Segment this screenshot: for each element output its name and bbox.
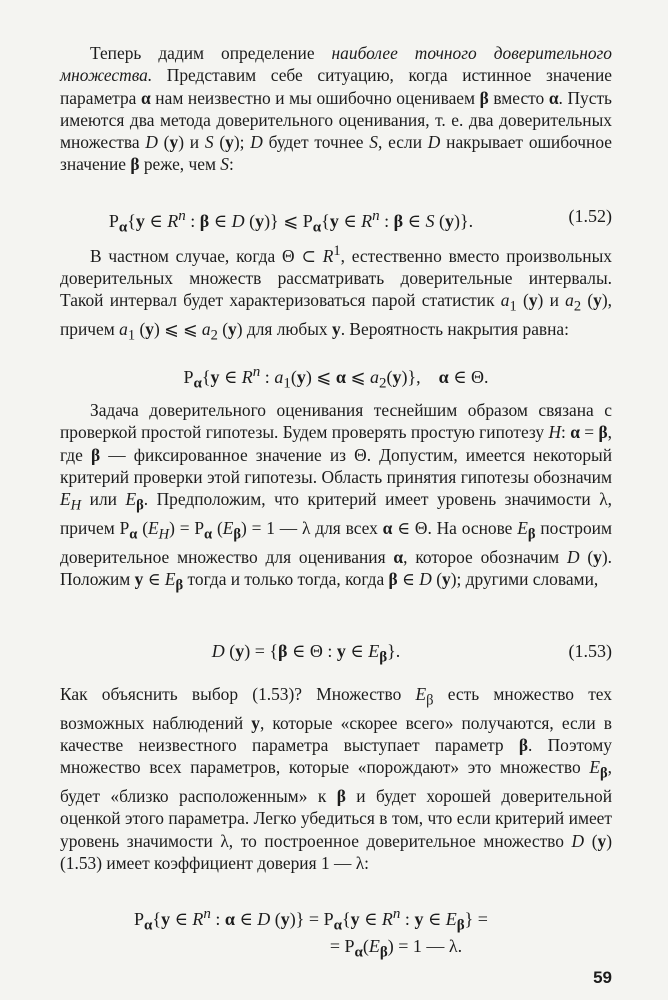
equation-number-1-53: (1.53) — [568, 641, 612, 661]
paragraph-2: В частном случае, когда Θ ⊂ $R^1$, естественно вместо произвольных доверительных множеств рассматривать доверительные интервалы. Такой интервал будет характеризоваться парой статистик $a_1$ (y) и $a_2$ (y), причем $a_1$ (y) ⩽ ⩽ $a_2$ (y) для любых y. Вероятность накрытия равна: — [60, 243, 613, 344]
paragraph-1: Теперь дадим определение наиболее точного доверительного множества. Представим себе ситуацию, когда истинное значение параметра α нам неизвестно и мы ошибочно оцениваем β вместо α. Пусть имеются два метода доверительного оценивания, т. е. два доверительных множества D (y) и S (y); D будет точнее S, если D накрывает ошибочное значение β реже, чем S: — [60, 43, 612, 175]
paragraph-4: Как объяснить выбор (1.53)? Множество $E_\beta$ есть множество тех возможных наблюдений y, которые «скорее всего» получаются, если в качестве неизвестного параметра выступает параметр β. Поэтому множество всех параметров, которые «порождают» это множество $E_\beta$, будет «близко расположенным» к β и будет хорошей доверительной оценкой этого параметра. Легко убедиться в том, что если критерий имеет уровень значимости λ, то построенное доверительное множество D (y) (1.53) имеет коэффициент доверия 1 — λ: — [60, 684, 612, 874]
book-page: Теперь дадим определение наиболее точного доверительного множества. Представим себе ситуацию, когда истинное значение параметра α нам неизвестно и мы ошибочно оцениваем β вместо α. Пусть имеются два метода доверительного оценивания, т. е. два доверительных множества D (y) и S (y); D будет точнее S, если D накрывает ошибочное значение β реже, чем S: $P_\alpha\{y$ ∈ $R^n$ : β ∈ D (y)} ⩽ $P_\alpha\{y$ ∈ $R^n$ : β ∈ S (y)}. (1.52) В частном случае, когда Θ ⊂ $R^1$, естественно вместо произвольных доверительных множеств рассматривать доверительные интервалы. Такой интервал будет характеризоваться парой статистик $a_1$ (y) и $a_2$ (y), причем $a_1$ (y) ⩽ ⩽ $a_2$ (y) для любых y. Вероятность накрытия равна: $P_\alpha\{y$ ∈ $R^n$ : $a_1(y)$ ⩽ α ⩽ $a_2(y)$}, α ∈ Θ. Задача доверительного оценивания теснейшим образом связана с проверкой простой гипотезы. Будем проверять простую гипотезу H: α = β, где β — фиксированное значение из Θ. Допустим, имеется некоторый критерий проверки этой гипотезы. Область принятия гипотезы обозначим $E_H$ или $E_\beta$. Предположим, что критерий имеет уровень значимости λ, причем $P_\alpha$ $(E_H) = P_\alpha$ $(E_\beta) = 1$ — λ для всех α ∈ Θ. На основе $E_\beta$ построим доверительное множество для оценивания α, которое обозначим D (y). Положим y ∈ $E_\beta$ тогда и только тогда, когда β ∈ D (y); другими словами, D (y) = {β ∈ Θ : y ∈ $E_\beta$}. (1.53) Как объяснить выбор (1.53)? Множество $E_\beta$ есть множество тех возможных наблюдений y, которые «скорее всего» получаются, если в качестве неизвестного параметра выступает параметр β. Поэтому множество всех параметров, которые «порождают» это множество $E_\beta$, будет «близко расположенным» к β и будет хорошей доверительной оценкой этого параметра. Легко убедиться в том, что если критерий имеет уровень значимости λ, то построенное доверительное множество D (y) (1.53) имеет коэффициент доверия 1 — λ: $P_\alpha\{y$ ∈ $R^n$ : α ∈ D $(y)\} = P_\alpha\{y$ ∈ $R^n$ : y ∈ $E_\beta$} = = $P_\alpha(E_\beta) = 1$ — λ. 59 — [60, 43, 613, 987]
page-number: 59 — [593, 968, 612, 987]
paragraph-3: Задача доверительного оценивания теснейшим образом связана с проверкой простой гипотезы. Будем проверять простую гипотезу H: α = β, где β — фиксированное значение из Θ. Допустим, имеется некоторый критерий проверки этой гипотезы. Область принятия гипотезы обозначим $E_H$ или $E_\beta$. Предположим, что критерий имеет уровень значимости λ, причем $P_\alpha$ $(E_H) = P_\alpha$ $(E_\beta) = 1$ — λ для всех α ∈ Θ. На основе $E_\beta$ построим доверительное множество для оценивания α, которое обозначим D (y). Положим y ∈ $E_\beta$ тогда и только тогда, когда β ∈ D (y); другими словами, — [60, 400, 613, 594]
equation-number-1-52: (1.52) — [568, 206, 612, 226]
